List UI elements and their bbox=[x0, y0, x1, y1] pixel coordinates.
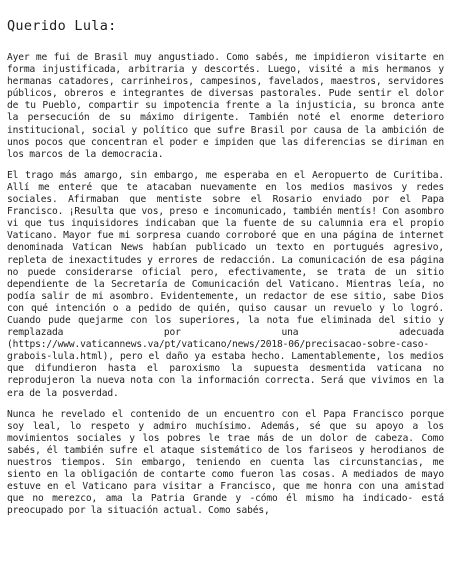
letter-paragraph-1: Ayer me fui de Brasil muy angustiado. Como sabés, me impidieron visitarte en forma injustificada, arbitraria y descortés. Luego, visité a mis hermanos y hermanas catadores, carrinheiros, campesinos, favelados, maestros, servidores públicos, obreros e integrantes de diversas pastorales. Pude sentir el dolor de tu Pueblo, compartir su impotencia frente a la injusticia, su bronca ante la persecución de su máximo dirigente. También noté el enorme deterioro institucional, social y político que sufre Brasil por causa de la ambición de unos pocos que concentran el poder e impiden que las diferencias se diriman en los marcos de la democracia. bbox=[7, 52, 444, 160]
letter-paragraph-2: El trago más amargo, sin embargo, me esperaba en el Aeropuerto de Curitiba. Allí me enteré que te atacaban nuevamente en los medios masivos y redes sociales. Afirmaban que mentiste sobre el Rosario enviado por el Papa Francisco. ¡Resulta que vos, preso e incomunicado, también mentís! Con asombro vi que tus inquisidores indicaban que la fuente de su calumnia era el propio Vaticano. Mayor fue mi sorpresa cuando corroboré que en una página de internet denominada Vatican News habían publicado un texto en portugués agresivo, repleta de inexactitudes y errores de redacción. La comunicación de esa página no puede considerarse oficial pero, efectivamente, se trata de un sitio dependiente de la Secretaría de Comunicación del Vaticano. Mientras leía, no podía salir de mi asombro. Evidentemente, un redactor de ese sitio, sabe Dios con qué intención o a pedido de quién, quiso causar un revuelo y lo logró. Cuando pude quejarme con los superiores, la nota fue eliminada del sitio y remplazada por una adecuada (https://www.vaticannews.va/pt/vaticano/news/2018-06/precisacao-sobre-caso-grabois-lula.html), pero el daño ya estaba hecho. Lamentablemente, los medios que difundieron hasta el paroxismo la supuesta desmentida vaticana no reprodujeron la nueva nota con la información correcta. Será que vivimos en la era de la posverdad. bbox=[7, 169, 444, 399]
letter-salutation: Querido Lula: bbox=[7, 18, 117, 34]
letter-paragraph-3: Nunca he revelado el contenido de un encuentro con el Papa Francisco porque soy leal, lo respeto y admiro muchísimo. Además, sé que su apoyo a los movimientos sociales y los pobres le trae más de un dolor de cabeza. Como sabés, él también sufre el ataque sistemático de los fariseos y herodianos de nuestros tiempos. Sin embargo, teniendo en cuenta las circunstancias, me siento en la obligación de contarte como fueron las cosas. A mediados de mayo estuve en el Vaticano para visitar a Francisco, que me honra con una amistad que no merezco, ama la Patria Grande y -cómo él mismo ha indicado- está preocupado por la situación actual. Como sabés, bbox=[7, 408, 444, 517]
